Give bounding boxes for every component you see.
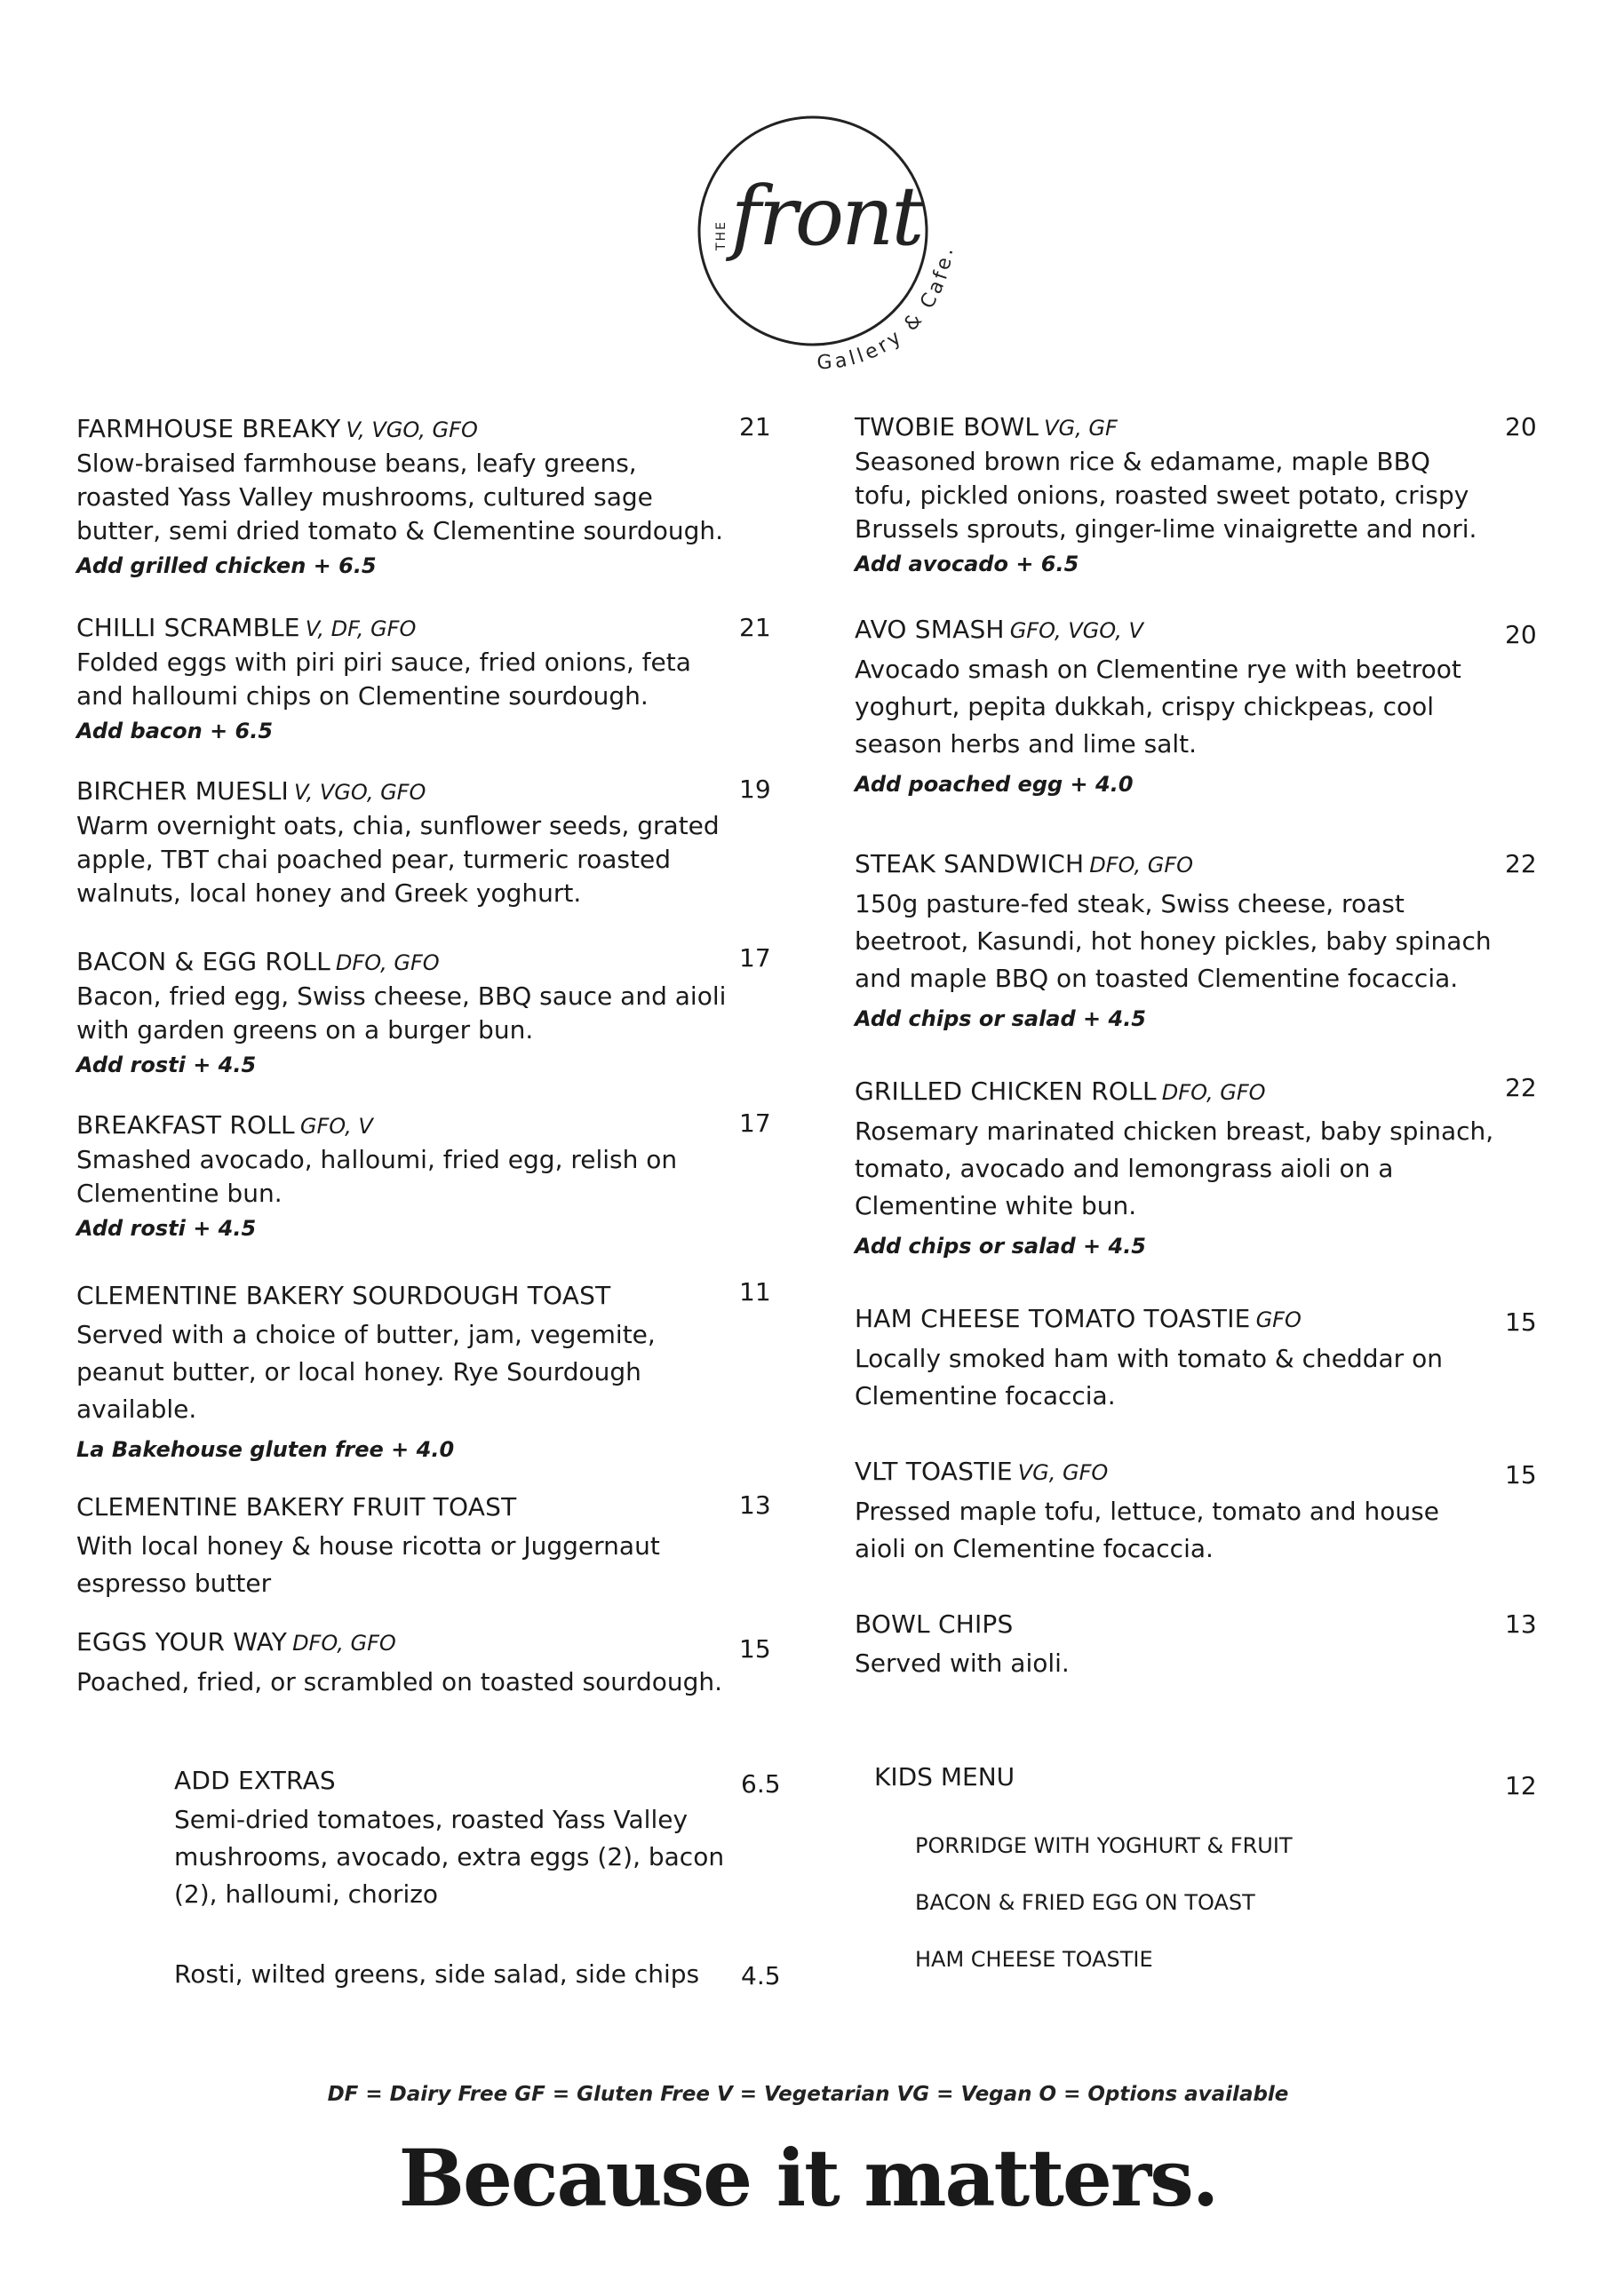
logo-subtitle: Gallery & Cafe. bbox=[816, 243, 959, 375]
item-price: 20 bbox=[1505, 620, 1537, 649]
item-addon: Add chips or salad + 4.5 bbox=[855, 1006, 1147, 1031]
item-name: TWOBIE BOWL bbox=[855, 412, 1039, 441]
item-tags: V, VGO, GFO bbox=[346, 417, 478, 442]
dietary-legend: DF = Dairy Free GF = Gluten Free V = Vegetarian VG = Vegan O = Options available bbox=[327, 2083, 1289, 2106]
item-description: Avocado smash on Clementine rye with beetroot yoghurt, pepita dukkah, crispy chickpeas, cool season herbs and lime salt. bbox=[855, 655, 1461, 759]
item-tags: DFO, GFO bbox=[335, 950, 440, 975]
menu-item-chilli-scramble bbox=[76, 611, 734, 747]
menu-item-sourdough-toast bbox=[76, 1279, 734, 1466]
item-tags: V, VGO, GFO bbox=[293, 780, 426, 805]
item-addon: Add bacon + 6.5 bbox=[76, 719, 274, 743]
menu-item-twobie-bowl bbox=[855, 410, 1494, 580]
item-price: 15 bbox=[1505, 1460, 1537, 1490]
item-name: GRILLED CHICKEN ROLL bbox=[855, 1076, 1157, 1106]
item-name: AVO SMASH bbox=[855, 615, 1005, 644]
item-description: Served with aioli. bbox=[855, 1649, 1070, 1678]
menu-item-steak-sandwich bbox=[855, 847, 1494, 1035]
menu-item-grilled-chicken-roll bbox=[855, 1075, 1494, 1262]
item-addon: Add poached egg + 4.0 bbox=[855, 772, 1134, 797]
item-description: Seasoned brown rice & edamame, maple BBQ tofu, pickled onions, roasted sweet potato, crispy Brussels sprouts, ginger-lime vinaigrette and nori. bbox=[855, 447, 1477, 544]
item-price: 22 bbox=[1505, 849, 1537, 878]
item-price: 15 bbox=[739, 1634, 771, 1664]
item-addon: Add rosti + 4.5 bbox=[76, 1053, 257, 1077]
menu-item-farmhouse-breaky bbox=[76, 412, 734, 582]
item-name: STEAK SANDWICH bbox=[855, 849, 1085, 878]
menu-item-ham-cheese-tomato-toastie bbox=[855, 1302, 1494, 1415]
logo-the: THE bbox=[714, 220, 728, 250]
extras-price-sides: 4.5 bbox=[741, 1961, 781, 1990]
extras-title: ADD EXTRAS bbox=[174, 1766, 336, 1795]
menu-item-bowl-chips bbox=[855, 1608, 1494, 1682]
item-price: 13 bbox=[1505, 1609, 1537, 1639]
item-description: Slow-braised farmhouse beans, leafy greens, roasted Yass Valley mushrooms, cultured sage butter, semi dried tomato & Clementine sourdough. bbox=[76, 449, 724, 545]
item-name: HAM CHEESE TOMATO TOASTIE bbox=[855, 1304, 1251, 1333]
item-tags: GFO, VGO, V bbox=[1009, 618, 1143, 643]
item-tags: VG, GFO bbox=[1017, 1460, 1109, 1485]
menu-item-avo-smash bbox=[855, 613, 1494, 800]
item-price: 20 bbox=[1505, 412, 1537, 441]
extras-line-sides: Rosti, wilted greens, side salad, side chips bbox=[174, 1959, 700, 1989]
item-description: Locally smoked ham with tomato & cheddar on Clementine focaccia. bbox=[855, 1344, 1443, 1410]
menu-item-breakfast-roll bbox=[76, 1108, 734, 1244]
item-addon: Add grilled chicken + 6.5 bbox=[76, 553, 377, 578]
item-name: BIRCHER MUESLI bbox=[76, 776, 289, 806]
menu-item-bacon-egg-roll bbox=[76, 945, 734, 1081]
menu-item-vlt-toastie bbox=[855, 1455, 1494, 1568]
item-description: Served with a choice of butter, jam, vegemite, peanut butter, or local honey. Rye Sourdough available. bbox=[76, 1320, 656, 1424]
menu-item-eggs-your-way bbox=[76, 1625, 769, 1701]
item-price: 21 bbox=[739, 613, 771, 642]
item-name: CHILLI SCRAMBLE bbox=[76, 613, 300, 642]
item-price: 17 bbox=[739, 1108, 771, 1138]
tagline: Because it matters. bbox=[398, 2132, 1218, 2224]
item-name: CLEMENTINE BAKERY FRUIT TOAST bbox=[76, 1492, 517, 1521]
item-tags: DFO, GFO bbox=[1161, 1080, 1266, 1105]
item-tags: V, DF, GFO bbox=[305, 616, 417, 641]
add-extras-section bbox=[174, 1764, 725, 1913]
kids-menu-title: KIDS MENU bbox=[874, 1762, 1015, 1792]
item-tags: DFO, GFO bbox=[1089, 853, 1194, 878]
kids-item-porridge: PORRIDGE WITH YOGHURT & FRUIT bbox=[915, 1833, 1293, 1858]
item-description: Warm overnight oats, chia, sunflower seeds, grated apple, TBT chai poached pear, turmeric roasted walnuts, local honey and Greek yoghurt. bbox=[76, 811, 720, 908]
item-name: VLT TOASTIE bbox=[855, 1457, 1013, 1486]
item-tags: GFO bbox=[1255, 1307, 1302, 1332]
extras-price-primary: 6.5 bbox=[741, 1769, 781, 1799]
cafe-logo bbox=[684, 102, 968, 386]
item-price: 13 bbox=[739, 1490, 771, 1520]
item-name: EGGS YOUR WAY bbox=[76, 1627, 288, 1656]
item-price: 21 bbox=[739, 412, 771, 441]
logo-script: front bbox=[730, 169, 922, 264]
item-description: Smashed avocado, halloumi, fried egg, relish on Clementine bun. bbox=[76, 1145, 678, 1208]
extras-description: Semi-dried tomatoes, roasted Yass Valley mushrooms, avocado, extra eggs (2), bacon (2), halloumi, chorizo bbox=[174, 1805, 725, 1909]
item-price: 17 bbox=[739, 943, 771, 973]
item-description: Folded eggs with piri piri sauce, fried onions, feta and halloumi chips on Clementine sourdough. bbox=[76, 647, 691, 711]
item-description: Bacon, fried egg, Swiss cheese, BBQ sauce and aioli with garden greens on a burger bun. bbox=[76, 981, 727, 1045]
item-name: BREAKFAST ROLL bbox=[76, 1110, 295, 1140]
item-price: 19 bbox=[739, 775, 771, 804]
item-description: 150g pasture-fed steak, Swiss cheese, roast beetroot, Kasundi, hot honey pickles, baby spinach and maple BBQ on toasted Clementine focaccia. bbox=[855, 889, 1492, 993]
item-tags: DFO, GFO bbox=[292, 1631, 396, 1656]
item-description: Rosemary marinated chicken breast, baby spinach, tomato, avocado and lemongrass aioli on a Clementine white bun. bbox=[855, 1116, 1494, 1220]
item-description: Poached, fried, or scrambled on toasted sourdough. bbox=[76, 1667, 723, 1696]
item-price: 15 bbox=[1505, 1307, 1537, 1337]
menu-item-fruit-toast bbox=[76, 1490, 734, 1602]
item-description: Pressed maple tofu, lettuce, tomato and house aioli on Clementine focaccia. bbox=[855, 1497, 1439, 1563]
item-tags: GFO, V bbox=[299, 1114, 373, 1139]
menu-item-bircher-muesli bbox=[76, 775, 734, 910]
item-name: FARMHOUSE BREAKY bbox=[76, 414, 341, 443]
item-name: BACON & EGG ROLL bbox=[76, 947, 330, 976]
kids-item-ham-cheese-toastie: HAM CHEESE TOASTIE bbox=[915, 1947, 1153, 1972]
item-addon: Add avocado + 6.5 bbox=[855, 552, 1079, 576]
kids-item-bacon-egg: BACON & FRIED EGG ON TOAST bbox=[915, 1890, 1255, 1915]
item-addon: Add chips or salad + 4.5 bbox=[855, 1234, 1147, 1259]
item-price: 11 bbox=[739, 1277, 771, 1307]
item-addon: La Bakehouse gluten free + 4.0 bbox=[76, 1437, 455, 1462]
item-addon: Add rosti + 4.5 bbox=[76, 1216, 257, 1241]
item-price: 22 bbox=[1505, 1073, 1537, 1102]
kids-menu-price: 12 bbox=[1505, 1771, 1537, 1800]
item-name: BOWL CHIPS bbox=[855, 1609, 1014, 1639]
item-tags: VG, GF bbox=[1044, 416, 1118, 441]
item-name: CLEMENTINE BAKERY SOURDOUGH TOAST bbox=[76, 1281, 611, 1310]
item-description: With local honey & house ricotta or Juggernaut espresso butter bbox=[76, 1531, 660, 1598]
